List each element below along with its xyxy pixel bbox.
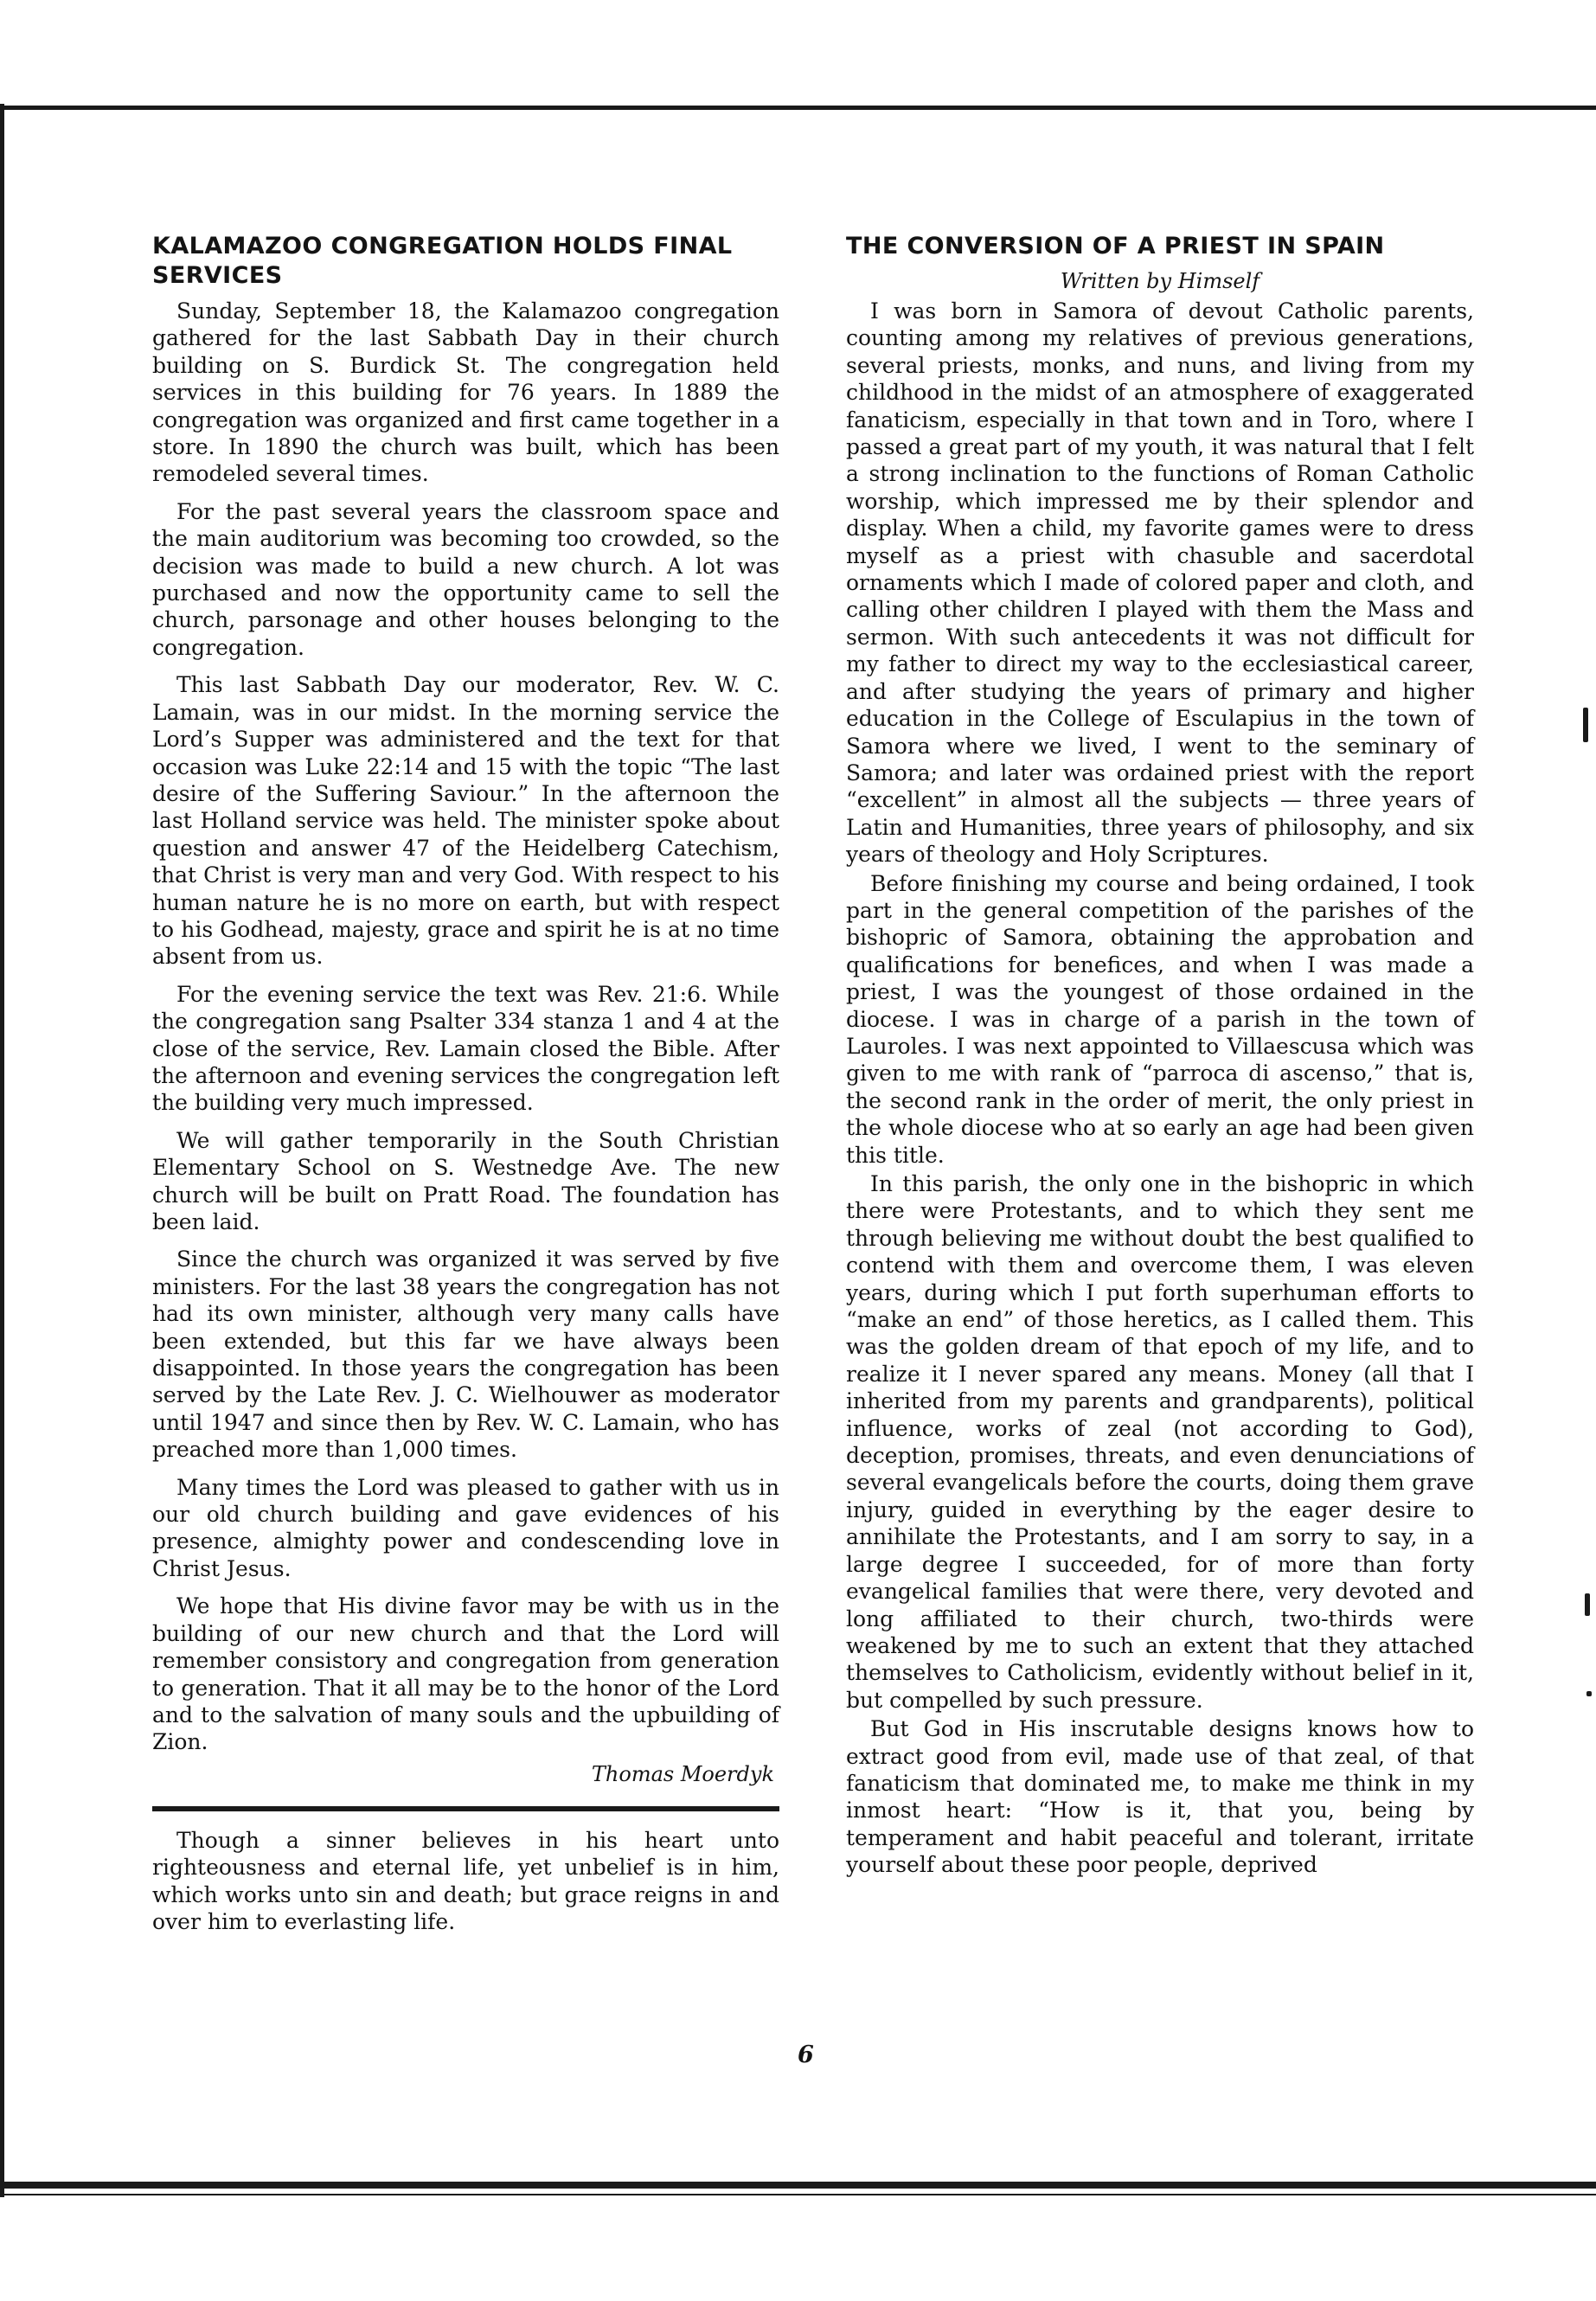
bottom-border-rule-thin (0, 2194, 1596, 2195)
kalamazoo-article-title: KALAMAZOO CONGREGATION HOLDS FINAL SERVICES (152, 233, 733, 289)
article-paragraph: Sunday, September 18, the Kalamazoo congregation gathered for the last Sabbath Day in their church building on S. Burdick St. The congregation held services in this building for 76 years. In 1889 the congregation was organized and first came together in a store. In 1890 the church was built, which has been remodeled several times. (152, 298, 779, 487)
author-signature: Thomas Moerdyk (591, 1761, 774, 1786)
article-paragraph: Before finishing my course and being ordained, I took part in the general competition of the parishes of the bishopric of Samora, obtaining the approbation and qualifications for benefices, and when I was made a priest, I was the youngest of those ordained in the diocese. I was in charge of a parish in the town of Lauroles. I was next appointed to Villaescusa which was given to me with rank of “parroca di ascenso,” that is, the second rank in the order of merit, the only priest in the whole diocese who at so early an age had been given this title. (846, 870, 1474, 1168)
article-paragraph: I was born in Samora of devout Catholic parents, counting among my relatives of previous generations, several priests, monks, and nuns, and living from my childhood in the midst of an atmosphere of exaggerated fanaticism, especially in that town and in Toro, where I passed a great part of my youth, it was natural that I felt a strong inclination to the functions of Roman Catholic worship, which impressed me by their splendor and display. When a child, my favorite games were to dress myself as a priest with chasuble and sacerdotal ornaments which I made of colored paper and cloth, and calling other children I played with them the Mass and sermon. With such antecedents it was not difficult for my father to direct my way to the ecclesiastical career, and after studying the years of primary and higher education in the College of Esculapius in the town of Samora where we lived, I went to the seminary of Samora; and later was ordained priest with the report “excellent” in almost all the subjects — three years of Latin and Humanities, three years of philosophy, and six years of theology and Holy Scriptures. (846, 298, 1474, 868)
article-paragraph: Many times the Lord was pleased to gather with us in our old church building and gave evidences of his presence, almighty power and condescending love in Christ Jesus. (152, 1474, 779, 1581)
article-paragraph: This last Sabbath Day our moderator, Rev. W. C. Lamain, was in our midst. In the morning service the Lord’s Supper was administered and the text for that occasion was Luke 22:14 and 15 with the topic “The last desire of the Suffering Saviour.” In the afternoon the last Holland service was held. The minister spoke about question and answer 47 of the Heidelberg Catechism, that Christ is very man and very God. With respect to his human nature he is no more on earth, but with respect to his Godhead, majesty, grace and spirit he is at no time absent from us. (152, 672, 779, 970)
article-byline: Written by Himself (1060, 269, 1260, 293)
bottom-border-rule (0, 2182, 1596, 2189)
article-paragraph: But God in His inscrutable designs knows how to extract good from evil, made use of that zeal, of that fanaticism that dominated me, to make me think in my inmost heart: “How is it, that you, being by temperament and habit peaceful and tolerant, irritate yourself about these poor people, deprived (846, 1716, 1474, 1878)
top-border-rule (0, 106, 1596, 110)
margin-mark (1585, 1593, 1590, 1616)
article-paragraph: For the past several years the classroom space and the main auditorium was becoming too crowded, so the decision was made to build a new church. A lot was purchased and now the opportunity came to sell the church, parsonage and other houses belonging to the congregation. (152, 498, 779, 660)
left-column (152, 232, 779, 1935)
right-column (846, 232, 1474, 1881)
left-border-rule (0, 104, 4, 2197)
page-number: 6 (798, 2041, 814, 2068)
article-paragraph: In this parish, the only one in the bishopric in which there were Protestants, and to which they sent me through believing me without doubt the best qualified to contend with them and overcome them, I was eleven years, during which I put forth superhuman efforts to “make an end” of those heretics, as I called them. This was the golden dream of that epoch of my life, and to realize it I never spared any means. Money (all that I inherited from my parents and grandparents), political influence, works of zeal (not according to God), deception, promises, threats, and even denunciations of several evangelicals before the courts, doing them grave injury, guided in everything by the eager desire to annihilate the Protestants, and I am sorry to say, in a large degree I succeeded, for of more than forty evangelical families that were there, very devoted and long affiliated to their church, two-thirds were weakened by me to such an extent that they attached themselves to Catholicism, evidently without belief in it, but compelled by such pressure. (846, 1171, 1474, 1713)
margin-mark (1583, 708, 1588, 742)
margin-mark (1586, 1691, 1592, 1696)
article-paragraph: We hope that His divine favor may be with us in the building of our new church and that the Lord will remember consistory and congregation from generation to generation. That it all may be to the honor of the Lord and to the salvation of many souls and the upbuilding of Zion. (152, 1593, 779, 1755)
closing-quote: Though a sinner believes in his heart unto righteousness and eternal life, yet unbelief is in him, which works unto sin and death; but grace reigns in and over him to everlasting life. (152, 1827, 779, 1934)
article-paragraph: We will gather temporarily in the South Christian Elementary School on S. Westnedge Ave. The new church will be built on Pratt Road. The foundation has been laid. (152, 1127, 779, 1234)
article-paragraph: Since the church was organized it was served by five ministers. For the last 38 years the congregation has not had its own minister, although very many calls have been extended, but this far we have always been disappointed. In those years the congregation has been served by the Late Rev. J. C. Wielhouwer as moderator until 1947 and since then by Rev. W. C. Lamain, who has preached more than 1,000 times. (152, 1247, 779, 1463)
article-paragraph: For the evening service the text was Rev. 21:6. While the congregation sang Psalter 334 stanza 1 and 4 at the close of the service, Rev. Lamain closed the Bible. After the afternoon and evening services the congregation left the building very much impressed. (152, 981, 779, 1116)
priest-article-title: THE CONVERSION OF A PRIEST IN SPAIN (846, 233, 1385, 260)
section-divider (152, 1806, 779, 1811)
